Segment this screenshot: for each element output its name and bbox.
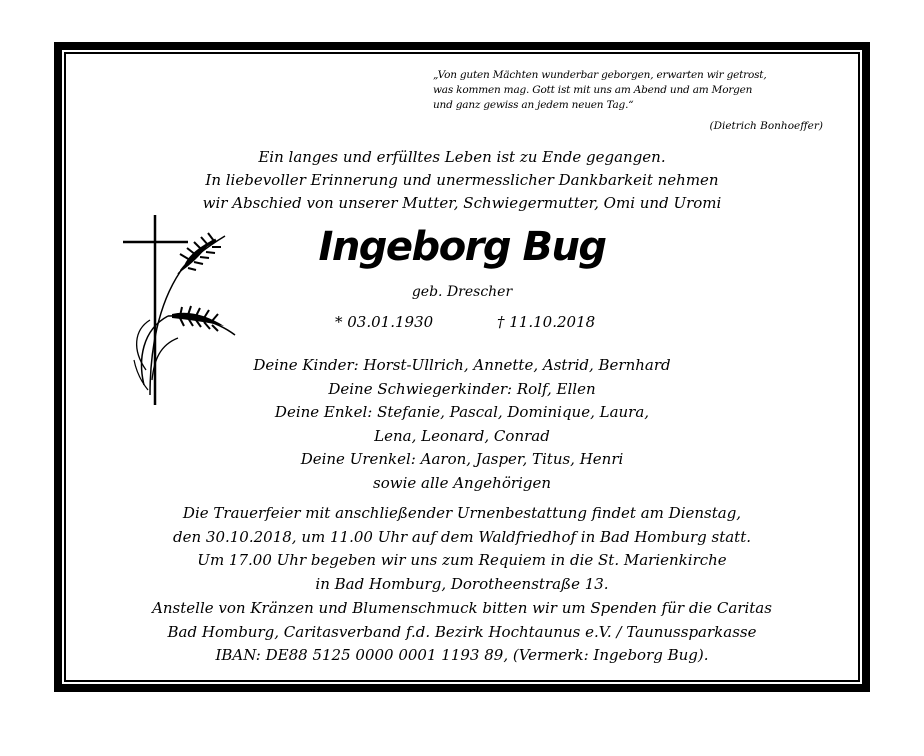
maiden-name: geb. Drescher xyxy=(411,284,513,300)
service-line: Um 17.00 Uhr begeben wir uns zum Requiem in die St. Marienkirche xyxy=(197,551,727,569)
service-details xyxy=(80,502,844,596)
family-line: Deine Schwiegerkinder: Rolf, Ellen xyxy=(328,379,596,398)
intro-text xyxy=(80,146,844,215)
quote-author: (Dietrich Bonhoeffer) xyxy=(709,120,823,132)
quote-line: und ganz gewiss an jedem neuen Tag.“ xyxy=(433,99,634,111)
service-line: Die Trauerfeier mit anschließender Urnenbestattung findet am Dienstag, xyxy=(182,504,742,522)
bonhoeffer-quote xyxy=(433,68,833,113)
service-line: den 30.10.2018, um 11.00 Uhr auf dem Waldfriedhof in Bad Homburg statt. xyxy=(173,527,751,546)
intro-line: Ein langes und erfülltes Leben ist zu Ende gegangen. xyxy=(258,148,666,166)
intro-line: wir Abschied von unserer Mutter, Schwiegermutter, Omi und Uromi xyxy=(202,194,722,212)
quote-line: was kommen mag. Gott ist mit uns am Abend und am Morgen xyxy=(433,84,753,96)
family-line: Lena, Leonard, Conrad xyxy=(374,426,550,445)
intro-line: In liebevoller Erinnerung und unermesslicher Dankbarkeit nehmen xyxy=(205,171,719,189)
family-line: Deine Kinder: Horst-Ullrich, Annette, Astrid, Bernhard xyxy=(253,356,671,374)
quote-line: „Von guten Mächten wunderbar geborgen, erwarten wir getrost, xyxy=(433,69,767,81)
death-date: † 11.10.2018 xyxy=(497,313,596,331)
donation-request xyxy=(80,597,844,668)
deceased-name: Ingeborg Bug xyxy=(318,224,606,270)
donation-line: Anstelle von Kränzen und Blumenschmuck bitten wir um Spenden für die Caritas xyxy=(152,599,772,617)
family-line: Deine Enkel: Stefanie, Pascal, Dominique, Laura, xyxy=(274,403,650,421)
family-line: Deine Urenkel: Aaron, Jasper, Titus, Henri xyxy=(300,450,624,468)
family-list xyxy=(80,354,844,495)
birth-date: * 03.01.1930 xyxy=(335,313,434,331)
donation-line: IBAN: DE88 5125 0000 0001 1193 89, (Vermerk: Ingeborg Bug). xyxy=(215,646,709,664)
family-line: sowie alle Angehörigen xyxy=(373,473,551,492)
service-line: in Bad Homburg, Dorotheenstraße 13. xyxy=(315,574,609,593)
donation-line: Bad Homburg, Caritasverband f.d. Bezirk Hochtaunus e.V. / Taunussparkasse xyxy=(167,622,757,641)
